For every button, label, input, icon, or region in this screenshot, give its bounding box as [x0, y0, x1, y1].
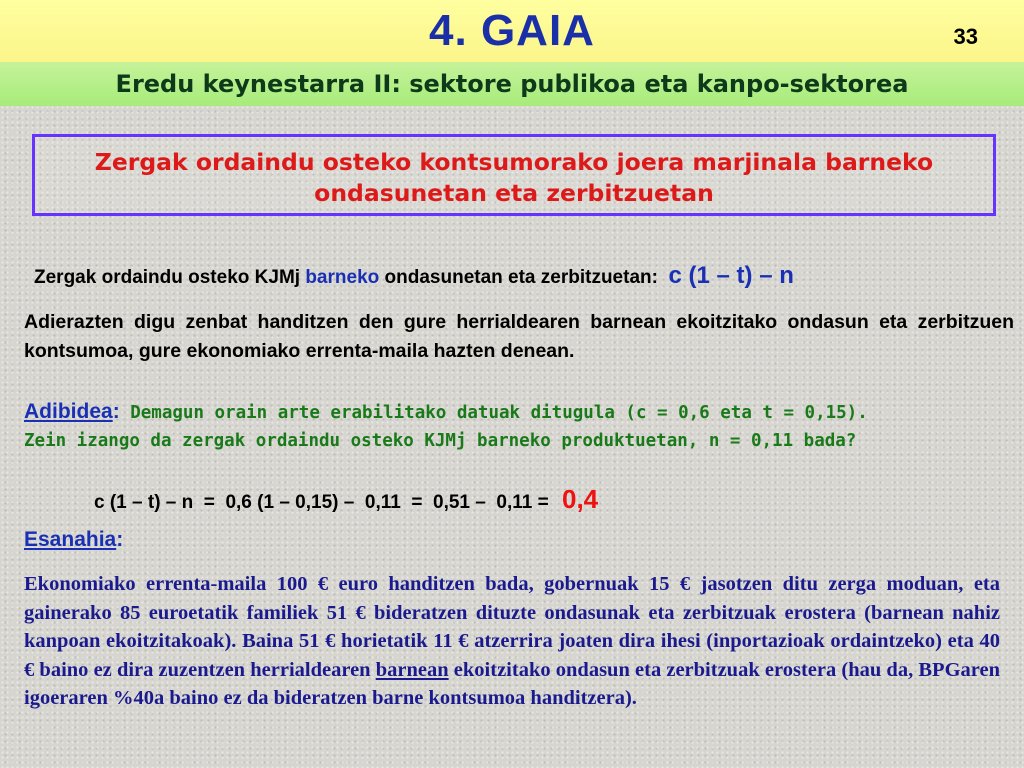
slide-subtitle: Eredu keynestarra II: sektore publikoa eta kanpo-sektorea [115, 70, 909, 98]
meaning-label: Esanahia [24, 528, 117, 551]
highlight-box [32, 134, 996, 216]
meaning-text-before: Ekonomiako errenta-maila 100 € euro handitzen bada, gobernuak 15 € jasotzen ditu zerga moduan, eta gainerako 85 euroetatik familiek 51 € bideratzen dituzte ondasunak eta zerbitzuak erostera (barnean nahiz kanpoan ekoitzitakoak). Baina 51 € horietatik 11 € atzerrira joaten dira ihesi (inportazioak ordaintzeko) eta 40 € baino ez dira zuzentzen herrialdearen [24, 573, 1000, 681]
definition-suffix: ondasunetan eta zerbitzuetan: [379, 267, 658, 288]
meaning-paragraph [24, 570, 1000, 713]
meaning-heading [24, 528, 123, 552]
definition-line [34, 262, 994, 290]
subtitle-band [0, 62, 1024, 106]
example-colon: : [112, 400, 120, 423]
title-band [0, 0, 1024, 62]
highlight-box-text: Zergak ordaindu osteko kontsumorako joera marjinala barneko ondasunetan eta zerbitzuetan [94, 148, 934, 207]
definition-blue-word: barneko [305, 267, 380, 288]
definition-formula: c (1 – t) – n [668, 262, 794, 289]
page-number: 33 [953, 24, 978, 49]
meaning-text-after: ekoitzitako ondasun eta zerbitzuak erostera (hau da, BPGaren igoeraren %40a baino ez da bideratzen barne kontsumoa handitzera). [24, 658, 1000, 709]
explanation-paragraph: Adierazten digu zenbat handitzen den gure herrialdearen barnean ekoitzitako ondasun eta zerbitzuen kontsumoa, gure ekonomiako errenta-maila hazten denean. [24, 311, 1014, 362]
calculation-expression: c (1 – t) – n = 0,6 (1 – 0,15) – 0,11 = 0,51 – 0,11 = [94, 492, 554, 513]
calculation-result: 0,4 [562, 484, 599, 514]
meaning-colon: : [116, 528, 124, 551]
slide-title: 4. GAIA [429, 6, 595, 55]
example-line-1 [24, 398, 1014, 427]
definition-prefix: Zergak ordaindu osteko KJMj [34, 267, 306, 288]
example-line-2: Zein izango da zergak ordaindu osteko KJMj barneko produktuetan, n = 0,11 bada? [24, 431, 857, 451]
example-text-1: Demagun orain arte erabilitako datuak ditugula (c = 0,6 eta t = 0,15). [130, 403, 868, 423]
calculation [94, 484, 894, 515]
example-block [24, 398, 1014, 455]
example-label: Adibidea [24, 400, 113, 423]
meaning-underlined-word: barnean [375, 658, 449, 681]
